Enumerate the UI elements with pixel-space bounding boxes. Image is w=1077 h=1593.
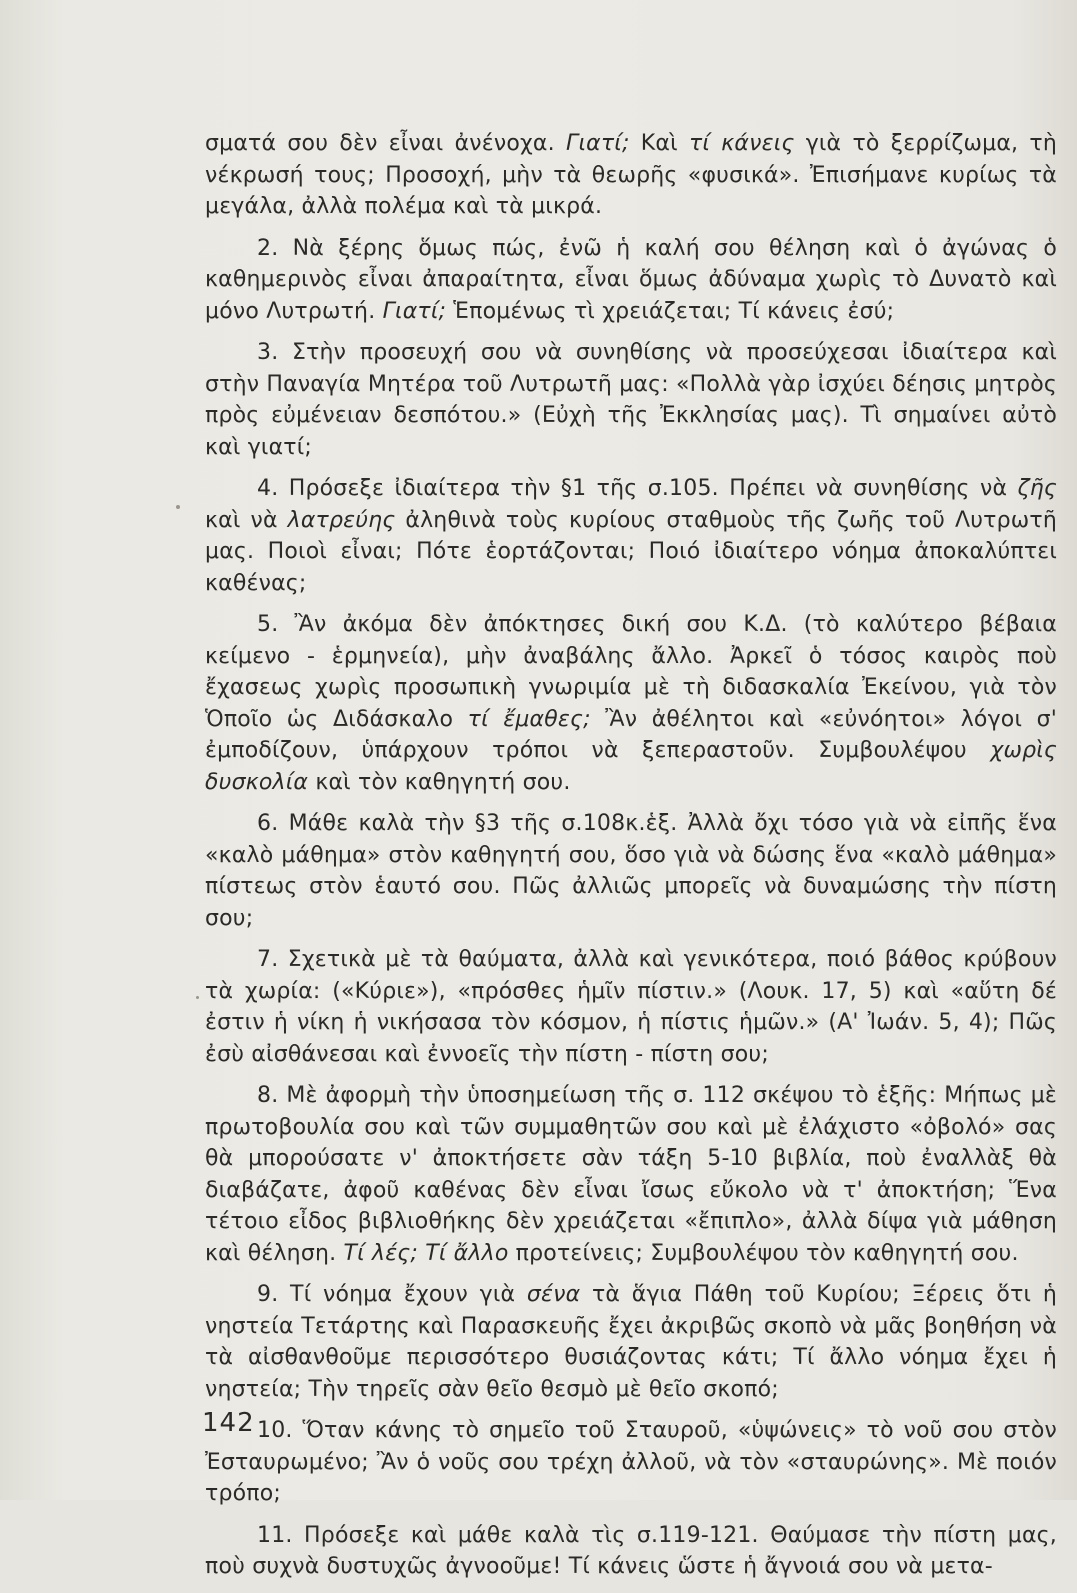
paragraph-2: [205, 233, 1057, 328]
text-run: καὶ νὰ: [205, 507, 288, 533]
text-run: 6. Μάθε καλὰ τὴν §3 τῆς σ.108κ.ἑξ. Ἀλλὰ ὄχι τόσο γιὰ νὰ εἰπῆς ἕνα «καλὸ μάθημα» στὸν καθηγητή σου, ὅσο γιὰ νὰ δώσης ἕνα «καλὸ μάθημα» πίστεως στὸν ἑαυτό σου. Πῶς ἀλλιῶς μπορεῖς νὰ δυναμώσης τὴν πίστη σου;: [205, 811, 1057, 931]
italic-text-run: Γιατί;: [566, 131, 630, 156]
text-run: τὰ ἅγια Πάθη τοῦ Κυρίου; Ξέρεις ὅτι ἡ νηστεία Τετάρτης καὶ Παρασκευῆς ἔχει ἀκριβῶς σκοπὸ νὰ μᾶς βοηθήση νὰ τὰ αἰσθανθοῦμε περισσότερο θυσιάζοντας κάτι; Τί ἄλλο νόημα ἔχει ἡ νηστεία; Τὴν τηρεῖς σὰν θεῖο θεσμὸ μὲ θεῖο σκοπό;: [205, 1282, 1057, 1402]
paragraph-5: [205, 609, 1057, 798]
paragraph-6: [205, 808, 1057, 934]
text-run: Ἑπομένως τὶ χρειάζεται; Τί κάνεις ἐσύ;: [446, 298, 895, 324]
text-run: γιὰ τὸ ξερρίζωμα, τὴ νέκρωσή τους; Προσοχή, μὴν τὰ θεωρῆς «φυσικά». Ἐπισήμανε κυρίως τὰ μεγάλα, ἀλλὰ πολέμα καὶ τὰ μικρά.: [205, 131, 1058, 219]
paragraph-3: [205, 337, 1057, 463]
text-run: 10. Ὅταν κάνης τὸ σημεῖο τοῦ Σταυροῦ, «ὑψώνεις» τὸ νοῦ σου στὸν Ἐσταυρωμένο; Ἂν ὁ νοῦς σου τρέχη ἀλλοῦ, νὰ τὸν «σταυρώνης». Μὲ ποιόν τρόπο;: [205, 1418, 1057, 1506]
text-run: Καὶ: [629, 131, 689, 156]
text-run: 9. Τί νόημα ἔχουν γιὰ: [257, 1282, 527, 1307]
paragraph-10: [205, 1415, 1057, 1510]
italic-text-run: σένα: [526, 1282, 581, 1307]
italic-text-run: Γιατί;: [382, 298, 447, 324]
paper-speck: [196, 996, 199, 999]
italic-text-run: τί ἔμαθες;: [467, 706, 591, 732]
italic-text-run: χωρὶς δυσκολία: [205, 738, 1057, 795]
text-run: 3. Στὴν προσευχή σου νὰ συνηθίσης νὰ προσεύχεσαι ἰδιαίτερα καὶ στὴν Παναγία Μητέρα τοῦ Λυτρωτῆ μας: «Πολλὰ γὰρ ἰσχύει δέησις μητρὸς πρὸς εὐμένειαν δεσπότου.» (Εὐχὴ τῆς Ἐκκλησίας μας). Τὶ σημαίνει αὐτὸ καὶ γιατί;: [205, 340, 1057, 460]
paragraph-continuation: [205, 128, 1057, 223]
paragraph-8: [205, 1080, 1057, 1269]
page-number: 142: [202, 1408, 255, 1438]
text-run: Ἂν ἀθέλητοι καὶ «εὐνόητοι» λόγοι σ' ἐμποδίζουν, ὑπάρχουν τρόποι νὰ ξεπεραστοῦν. Συμβουλέψου: [205, 706, 1057, 763]
text-run: 7. Σχετικὰ μὲ τὰ θαύματα, ἀλλὰ καὶ γενικότερα, ποιό βάθος κρύβουν τὰ χωρία: («Κύριε»), «πρόσθες ἡμῖν πίστιν.» (Λουκ. 17, 5) καὶ «αὕτη δέ ἐστιν ἡ νίκη ἡ νικήσασα τὸν κόσμον, ἡ πίστις ἡμῶν.» (Α' Ἰωάν. 5, 4); Πῶς ἐσὺ αἰσθάνεσαι καὶ ἐννοεῖς τὴν πίστη - πίστη σου;: [205, 947, 1057, 1067]
text-run: 5. Ἂν ἀκόμα δὲν ἀπόκτησες δική σου Κ.Δ. (τὸ καλύτερο βέβαια κείμενο - ἑρμηνεία), μὴν ἀναβάλης ἄλλο. Ἀρκεῖ ὁ τόσος καιρὸς ποὺ ἔχασεως χωρὶς προσωπικὴ γνωριμία μὲ τὴ διδασκαλία Ἐκείνου, γιὰ τὸν Ὁποῖο ὡς Διδάσκαλο: [205, 612, 1057, 732]
text-run: καὶ τὸν καθηγητή σου.: [308, 769, 571, 795]
text-run: ἀληθινὰ τοὺς κυρίους σταθμοὺς τῆς ζωῆς τοῦ Λυτρωτῆ μας. Ποιοὶ εἶναι; Πότε ἑορτάζονται; Ποιό ἰδιαίτερο νόημα ἀποκαλύπτει καθένας;: [205, 507, 1057, 596]
text-run: 2. Νὰ ξέρης ὅμως πώς, ἐνῶ ἡ καλή σου θέληση καὶ ὁ ἀγώνας ὁ καθημερινὸς εἶναι ἀπαραίτητα, εἶναι ὅμως ἀδύναμα χωρὶς τὸ Δυνατὸ καὶ μόνο Λυτρωτή.: [205, 235, 1057, 324]
paragraph-11: [205, 1520, 1057, 1583]
text-run: 8. Μὲ ἀφορμὴ τὴν ὑποσημείωση τῆς σ. 112 σκέψου τὸ ἑξῆς: Μήπως μὲ πρωτοβουλία σου καὶ τῶν συμμαθητῶν σου καὶ μὲ ἐλάχιστο «ὀβολό» σας θὰ μπορούσατε ν' ἀποκτήσετε σὰν τάξη 5-10 βιβλία, ποὺ ἐναλλὰξ θὰ διαβάζατε, ἀφοῦ καθένας δὲν εἶναι ἴσως εὔκολο νὰ τ' ἀποκτήση; Ἕνα τέτοιο εἶδος βιβλιοθήκης δὲν χρειάζεται «ἔπιπλο», ἀλλὰ δίψα γιὰ μάθηση καὶ θέληση.: [205, 1083, 1057, 1266]
italic-text-run: λατρεύης: [287, 507, 396, 533]
paragraph-9: [205, 1279, 1057, 1405]
text-run: προτείνεις; Συμβουλέψου τὸν καθηγητή σου.: [508, 1240, 1019, 1266]
paragraph-7: [205, 944, 1057, 1070]
text-run: 4. Πρόσεξε ἰδιαίτερα τὴν §1 τῆς σ.105. Πρέπει νὰ συνηθίσης νὰ: [257, 476, 1018, 501]
italic-text-run: τί κάνεις: [688, 131, 795, 156]
italic-text-run: Τί λές; Τί ἄλλο: [343, 1240, 509, 1266]
body-text: [205, 128, 1057, 1593]
paper-speck: [176, 505, 180, 509]
text-run: σματά σου δὲν εἶναι ἀνένοχα.: [205, 131, 567, 156]
text-run: 11. Πρόσεξε καὶ μάθε καλὰ τὶς σ.119-121. Θαύμασε τὴν πίστη μας, ποὺ συχνὰ δυστυχῶς ἀγνοοῦμε! Τί κάνεις ὥστε ἡ ἄγνοιά σου νὰ μετα-: [205, 1522, 1057, 1579]
paragraph-4: [205, 473, 1057, 599]
italic-text-run: ζῆς: [1017, 476, 1057, 501]
